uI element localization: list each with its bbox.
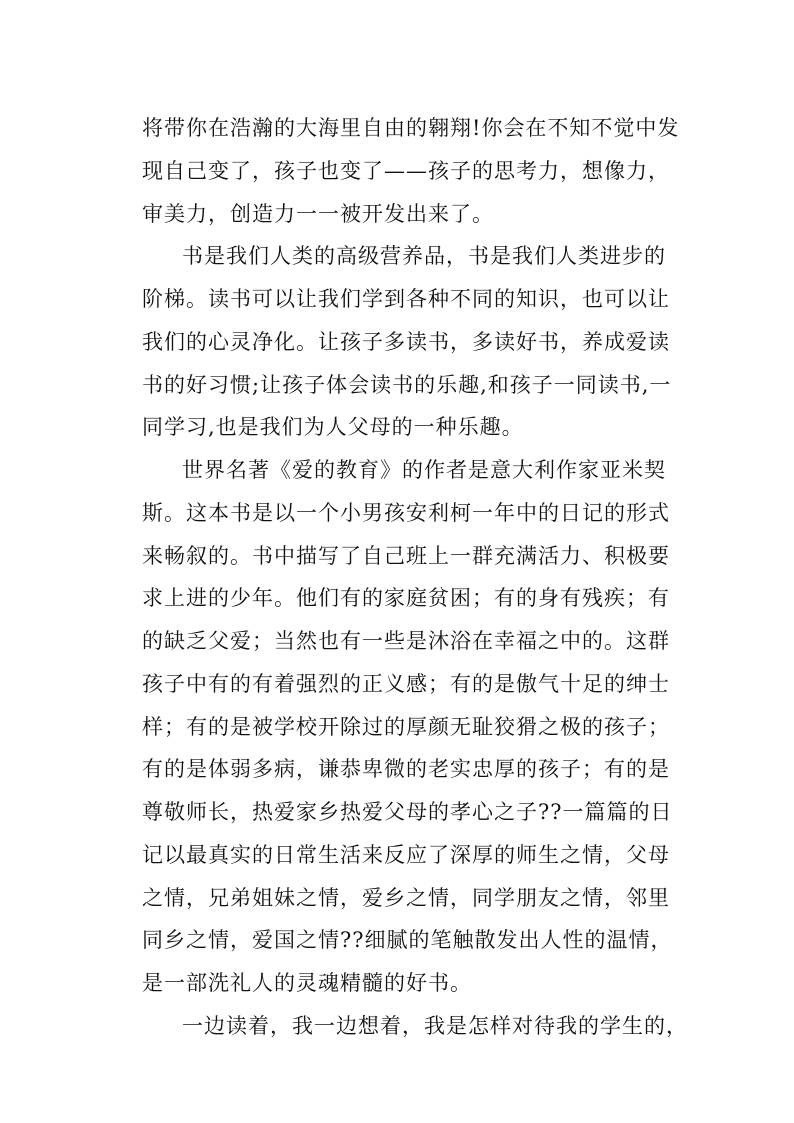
text-line: 审美力，创造力一一被开发出来了。 bbox=[142, 202, 494, 226]
text-line: 样；有的是被学校开除过的厚颜无耻狡猾之极的孩子； bbox=[142, 715, 670, 739]
text-line: 同学习,也是我们为人父母的一种乐趣。 bbox=[142, 415, 524, 439]
text-line: 阶梯。读书可以让我们学到各种不同的知识，也可以让 bbox=[142, 287, 670, 311]
text-line: 同乡之情，爱国之情??细腻的笔触散发出人性的温情， bbox=[142, 928, 673, 952]
text-line: 来畅叙的。书中描写了自己班上一群充满活力、积极要 bbox=[142, 544, 670, 568]
text-line: 的缺乏父爱；当然也有一些是沐浴在幸福之中的。这群 bbox=[142, 629, 670, 653]
text-line: 记以最真实的日常生活来反应了深厚的师生之情，父母 bbox=[142, 843, 670, 867]
text-line: 我们的心灵净化。让孩子多读书，多读好书，养成爱读 bbox=[142, 330, 670, 354]
text-line: 求上进的少年。他们有的家庭贫困；有的身有残疾；有 bbox=[142, 586, 670, 610]
paragraph-first-line: 世界名著《爱的教育》的作者是意大利作家亚米契 bbox=[182, 458, 666, 482]
paragraph-first-line: 一边读着，我一边想着，我是怎样对待我的学生的， bbox=[182, 1014, 688, 1038]
text-line: 将带你在浩瀚的大海里自由的翱翔!你会在不知不觉中发 bbox=[142, 116, 680, 140]
text-line: 是一部洗礼人的灵魂精髓的好书。 bbox=[142, 971, 472, 995]
text-line: 之情，兄弟姐妹之情，爱乡之情，同学朋友之情，邻里 bbox=[142, 886, 670, 910]
text-line: 有的是体弱多病，谦恭卑微的老实忠厚的孩子；有的是 bbox=[142, 757, 670, 781]
text-line: 尊敬师长，热爱家乡热爱父母的孝心之子??一篇篇的日 bbox=[142, 800, 673, 824]
text-line: 现自己变了，孩子也变了——孩子的思考力，想像力， bbox=[142, 159, 670, 183]
text-line: 孩子中有的有着强烈的正义感；有的是傲气十足的绅士 bbox=[142, 672, 670, 696]
paragraph-first-line: 书是我们人类的高级营养品，书是我们人类进步的 bbox=[182, 244, 666, 268]
text-line: 书的好习惯;让孩子体会读书的乐趣,和孩子一同读书,一 bbox=[142, 373, 672, 397]
text-line: 斯。这本书是以一个小男孩安利柯一年中的日记的形式 bbox=[142, 501, 670, 525]
